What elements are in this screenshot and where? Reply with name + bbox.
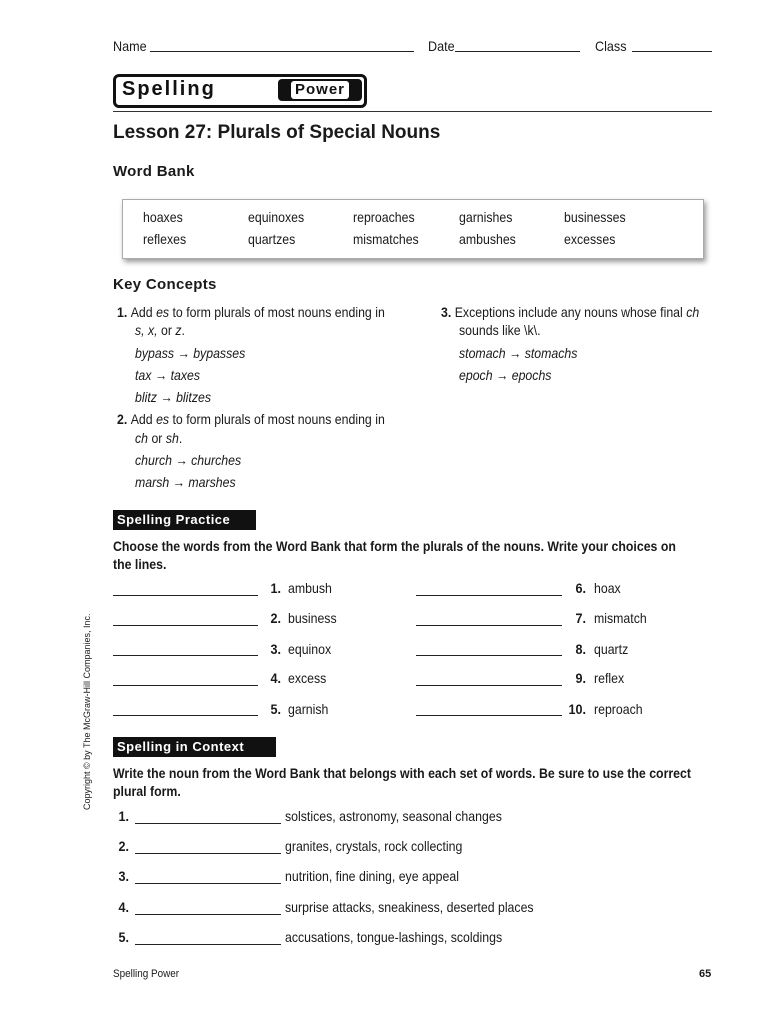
practice-instructions: Choose the words from the Word Bank that form the plurals of the nouns. Write your choices on the lines. [113, 538, 676, 572]
concept-1-line-1: 1. Add es to form plurals of most nouns ending in [117, 304, 385, 320]
answer-line-4[interactable] [113, 685, 258, 686]
key-concepts-heading: Key Concepts [113, 276, 217, 293]
context-answer-line-3[interactable] [135, 883, 281, 884]
concept-number: 2. [117, 411, 128, 427]
date-label: Date [428, 38, 455, 54]
item-number: 6. [575, 580, 586, 596]
copyright-notice: Copyright © by The McGraw-Hill Companies, Inc. [82, 613, 92, 810]
item-number: 9. [575, 670, 586, 686]
concept-2-line-1: 2. Add es to form plurals of most nouns ending in [117, 411, 385, 427]
concept-1-example: blitz → blitzes [135, 389, 211, 405]
context-clue: accusations, tongue-lashings, scoldings [285, 929, 503, 945]
practice-word: mismatch [594, 610, 647, 626]
concept-2-example: church → churches [135, 452, 242, 468]
context-clue: granites, crystals, rock collecting [285, 838, 463, 854]
word-bank-word: excesses [564, 231, 616, 247]
word-bank-word: mismatches [353, 231, 419, 247]
footer-book-title: Spelling Power [113, 968, 180, 980]
concept-3-example: stomach → stomachs [459, 345, 578, 361]
concept-2-line-2: ch or sh. [135, 430, 183, 446]
word-bank-word: equinoxes [248, 209, 305, 225]
concept-number: 3. [441, 304, 452, 320]
concept-1-example: tax → taxes [135, 367, 201, 383]
spelling-in-context-banner: Spelling in Context [113, 737, 276, 757]
item-number: 1. [118, 808, 129, 824]
context-answer-line-5[interactable] [135, 944, 281, 945]
concept-3-line-1: 3. Exceptions include any nouns whose final ch [441, 304, 700, 320]
practice-word: excess [288, 670, 327, 686]
class-line[interactable] [632, 51, 712, 52]
answer-line-3[interactable] [113, 655, 258, 656]
word-bank-box [122, 199, 704, 259]
answer-line-6[interactable] [416, 595, 562, 596]
practice-word: quartz [594, 641, 629, 657]
word-bank-word: businesses [564, 209, 626, 225]
header-rule [113, 111, 712, 112]
concept-1-line-2: s, x, or z. [135, 322, 185, 338]
context-instructions: Write the noun from the Word Bank that belongs with each set of words. Be sure to use the correct plural form. [113, 765, 691, 799]
answer-line-1[interactable] [113, 595, 258, 596]
context-answer-line-2[interactable] [135, 853, 281, 854]
item-number: 2. [118, 838, 129, 854]
name-label: Name [113, 38, 147, 54]
logo-power-badge [278, 79, 362, 101]
logo-spelling-text: Spelling [122, 78, 216, 100]
concept-2-example: marsh → marshes [135, 474, 236, 490]
context-clue: surprise attacks, sneakiness, deserted places [285, 899, 534, 915]
page-number: 65 [699, 968, 712, 980]
concept-3-line-2: sounds like \k\. [459, 322, 541, 338]
logo-power-text: Power [291, 81, 349, 99]
answer-line-5[interactable] [113, 715, 258, 716]
word-bank-word: garnishes [459, 209, 513, 225]
item-number: 3. [270, 641, 281, 657]
concept-3-example: epoch → epochs [459, 367, 552, 383]
word-bank-heading: Word Bank [113, 163, 195, 180]
item-number: 5. [270, 701, 281, 717]
class-label: Class [595, 38, 627, 54]
name-line[interactable] [150, 51, 414, 52]
answer-line-2[interactable] [113, 625, 258, 626]
item-number: 1. [270, 580, 281, 596]
word-bank-word: ambushes [459, 231, 516, 247]
practice-word: ambush [288, 580, 332, 596]
practice-word: garnish [288, 701, 329, 717]
practice-word: hoax [594, 580, 621, 596]
answer-line-9[interactable] [416, 685, 562, 686]
lesson-title: Lesson 27: Plurals of Special Nouns [113, 122, 441, 143]
concept-1-example: bypass → bypasses [135, 345, 246, 361]
item-number: 5. [118, 929, 129, 945]
date-line[interactable] [455, 51, 580, 52]
practice-word: business [288, 610, 337, 626]
practice-word: reproach [594, 701, 643, 717]
item-number: 4. [118, 899, 129, 915]
word-bank-word: reproaches [353, 209, 415, 225]
item-number: 7. [575, 610, 586, 626]
spelling-power-logo [113, 74, 367, 108]
practice-word: equinox [288, 641, 332, 657]
word-bank-word: quartzes [248, 231, 296, 247]
concept-number: 1. [117, 304, 128, 320]
answer-line-10[interactable] [416, 715, 562, 716]
answer-line-8[interactable] [416, 655, 562, 656]
context-clue: solstices, astronomy, seasonal changes [285, 808, 502, 824]
practice-word: reflex [594, 670, 625, 686]
word-bank-word: hoaxes [143, 209, 183, 225]
item-number: 2. [270, 610, 281, 626]
item-number: 8. [575, 641, 586, 657]
context-answer-line-4[interactable] [135, 914, 281, 915]
spelling-practice-banner: Spelling Practice [113, 510, 256, 530]
answer-line-7[interactable] [416, 625, 562, 626]
item-number: 4. [270, 670, 281, 686]
item-number: 3. [118, 868, 129, 884]
context-clue: nutrition, fine dining, eye appeal [285, 868, 459, 884]
context-answer-line-1[interactable] [135, 823, 281, 824]
item-number: 10. [568, 701, 586, 717]
word-bank-word: reflexes [143, 231, 187, 247]
